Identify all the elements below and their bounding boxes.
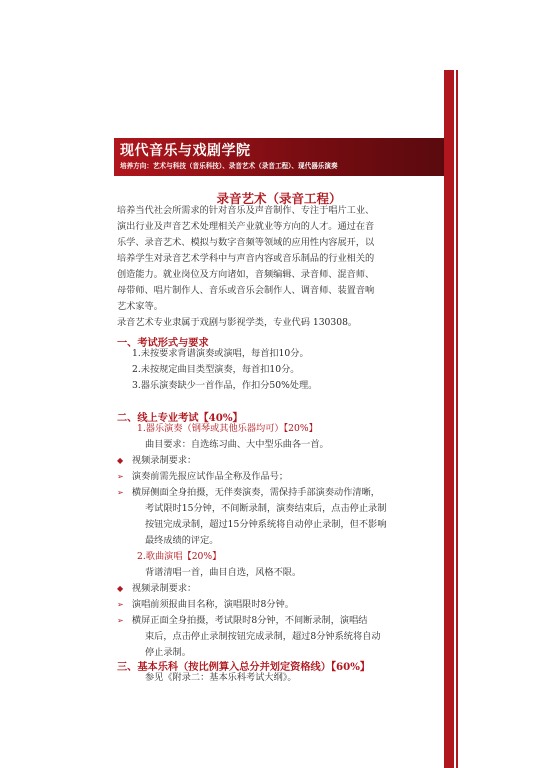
major-title: 录音艺术（录音工程） [216, 191, 342, 206]
diamond-bullet-icon: ◆ [117, 584, 124, 593]
rule-line: 束后，点击停止录制按钮完成录制，超过8分钟系统将自动 [145, 631, 381, 642]
section-heading-basic-music: 三、基本乐科（按比例算入总分并划定资格线）【60%】 [117, 661, 371, 673]
part2-requirement: 背谱清唱一首，曲目自选，风格不限。 [145, 567, 302, 578]
intro-line: 培养当代社会所需求的针对音乐及声音制作、专注于唱片工业、 [117, 205, 375, 216]
part2-title: 2.歌曲演唱【20%】 [137, 551, 222, 562]
rule-line: 演唱前须报曲目名称，演唱限时8分钟。 [131, 599, 294, 610]
intro-line: 艺术家等。 [117, 301, 163, 312]
part1-title: 1.器乐演奏（钢琴或其他乐器均可）【20%】 [137, 423, 318, 434]
rule-line: 考试限时15分钟，不间断录制，演奏结束后，点击停止录制 [145, 503, 387, 514]
diamond-bullet-icon: ◆ [117, 456, 124, 465]
college-subtitle: 培养方向：艺术与科技（音乐科技）、录音艺术（录音工程）、现代器乐演奏 [120, 162, 338, 170]
online-exam-part2 [117, 549, 381, 661]
section-heading-online-exam: 二、线上专业考试【40%】 [117, 412, 243, 424]
arrow-bullet-icon: ➢ [117, 600, 124, 609]
list-item: 3.器乐演奏缺少一首作品，作扣分50%处理。 [132, 380, 318, 391]
rule-line: 横屏侧面全身拍摄，无伴奏演奏，需保持手部演奏动作清晰， [131, 487, 380, 498]
video-requirement-label: 视频录制要求： [131, 455, 197, 466]
video-requirement-label: 视频录制要求： [131, 583, 197, 594]
section-heading-exam-format: 一、考试形式与要求 [117, 337, 209, 349]
intro-line: 录音艺术专业隶属于戏剧与影视学类，专业代码 130308。 [117, 317, 358, 328]
basic-music-note [145, 670, 297, 686]
intro-line: 母带师、唱片制作人、音乐或音乐会制作人、调音师、装置音响 [117, 285, 375, 296]
rule-line: 最终成绩的评定。 [145, 535, 219, 546]
rule-line: 演奏前需先报应试作品全称及作品号； [131, 471, 289, 482]
rule-line: 横屏正面全身拍摄，考试限时8分钟，不间断录制，演唱结 [131, 615, 368, 626]
exam-format-list [132, 346, 317, 394]
list-item: 1.未按要求背谱演奏或演唱，每首扣10分。 [132, 348, 309, 359]
college-title: 现代音乐与戏剧学院 [120, 143, 251, 159]
intro-line: 乐学、录音艺术、模拟与数字音频等领域的应用性内容展开，以 [117, 237, 375, 248]
arrow-bullet-icon: ➢ [117, 472, 124, 481]
rule-line: 按钮完成录制，超过15分钟系统将自动停止录制，但不影响 [145, 519, 387, 530]
part1-requirement: 曲目要求：自选练习曲、大中型乐曲各一首。 [145, 439, 329, 450]
intro-line: 演出行业及声音艺术处理相关产业就业等方向的人才。通过在音 [117, 221, 375, 232]
decorative-side-bar [444, 70, 454, 768]
decorative-side-line [456, 70, 458, 768]
major-intro [117, 203, 374, 331]
online-exam-part1 [117, 421, 386, 549]
rule-line: 停止录制。 [145, 647, 191, 658]
arrow-bullet-icon: ➢ [117, 616, 124, 625]
list-item: 2.未按规定曲目类型演奏，每首扣10分。 [132, 364, 300, 375]
arrow-bullet-icon: ➢ [117, 488, 124, 497]
college-banner [114, 138, 444, 176]
intro-line: 培养学生对录音艺术学科中与声音内容或音乐制品的行业相关的 [117, 253, 375, 264]
intro-line: 创造能力。就业岗位及方向诸如，音频编辑、录音师、混音师、 [117, 269, 375, 280]
appendix-reference: 参见《附录二：基本乐科考试大纲》。 [145, 672, 297, 683]
